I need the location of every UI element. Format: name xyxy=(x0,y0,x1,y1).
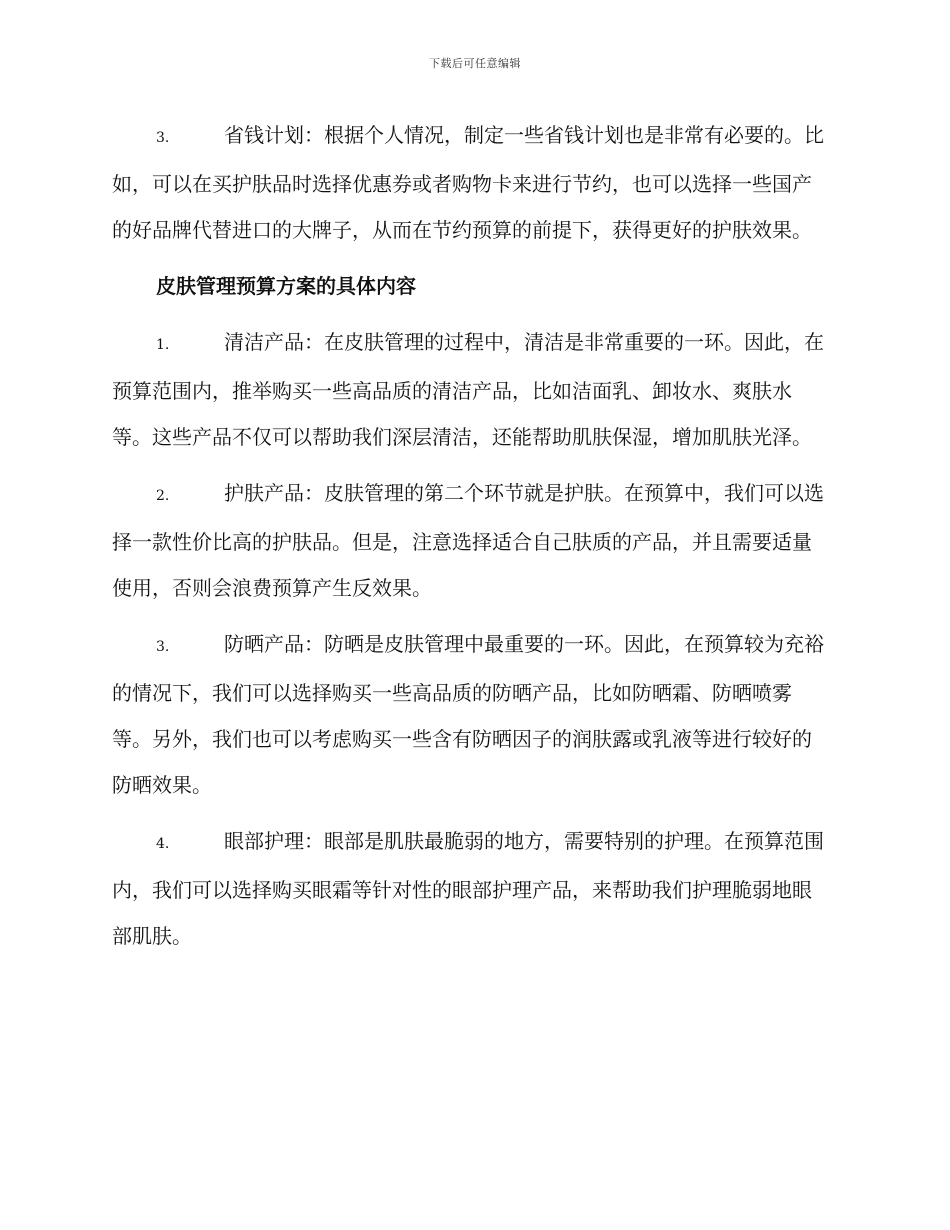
paragraph-text: 省钱计划：根据个人情况，制定一些省钱计划也是非常有必要的。比如，可以在买护肤品时选择优惠券或者购物卡来进行节约，也可以选择一些国产的好品牌代替进口的大牌子，从而在节约预算的前提下，获得更好的护肤效果。 xyxy=(112,123,824,242)
paragraph-skincare xyxy=(112,470,830,611)
paragraph-eye-care xyxy=(112,818,830,959)
list-number: 2. xyxy=(156,488,170,504)
list-number: 1. xyxy=(156,337,170,353)
list-number: 3. xyxy=(156,130,170,146)
document-body xyxy=(112,112,830,969)
list-number: 4. xyxy=(156,836,170,852)
paragraph-saving-plan xyxy=(112,112,830,253)
paragraph-text: 防晒产品：防晒是皮肤管理中最重要的一环。因此，在预算较为充裕的情况下，我们可以选择购买一些高品质的防晒产品，比如防晒霜、防晒喷雾等。另外，我们也可以考虑购买一些含有防晒因子的润肤露或乳液等进行较好的防晒效果。 xyxy=(112,632,824,797)
page-header: 下载后可任意编辑 xyxy=(429,57,521,70)
list-number: 3. xyxy=(156,639,170,655)
section-heading: 皮肤管理预算方案的具体内容 xyxy=(156,274,416,298)
paragraph-text: 护肤产品：皮肤管理的第二个环节就是护肤。在预算中，我们可以选择一款性价比高的护肤品。但是，注意选择适合自己肤质的产品，并且需要适量使用，否则会浪费预算产生反效果。 xyxy=(112,481,824,600)
paragraph-text: 眼部护理：眼部是肌肤最脆弱的地方，需要特别的护理。在预算范围内，我们可以选择购买眼霜等针对性的眼部护理产品，来帮助我们护理脆弱地眼部肌肤。 xyxy=(112,829,824,948)
paragraph-cleansing xyxy=(112,319,830,460)
paragraph-text: 清洁产品：在皮肤管理的过程中，清洁是非常重要的一环。因此，在预算范围内，推举购买一些高品质的清洁产品，比如洁面乳、卸妆水、爽肤水等。这些产品不仅可以帮助我们深层清洁，还能帮助肌肤保湿，增加肌肤光泽。 xyxy=(112,330,824,449)
paragraph-sunscreen xyxy=(112,621,830,808)
